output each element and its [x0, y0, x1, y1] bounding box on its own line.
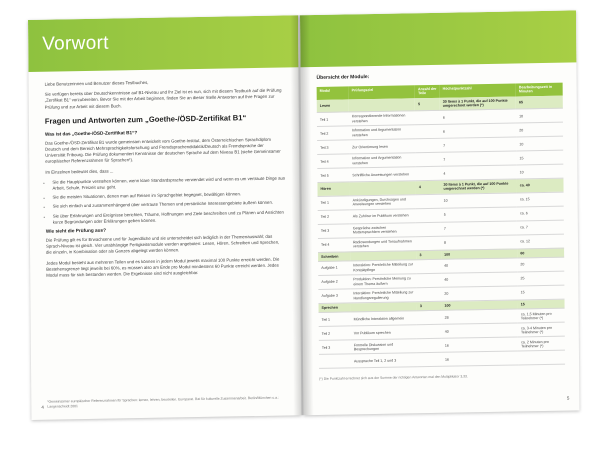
- part-time: 20: [516, 122, 563, 137]
- part-goal: Radiosendungen und Tonaufnahmen verstehen: [350, 237, 417, 252]
- question-1-lead: Im Einzelnen bedeutet dies, dass ...: [45, 168, 114, 175]
- part-goal: Ankündigungen, Durchsagen und Anweisungen verstehen: [350, 195, 417, 210]
- part-time: 15: [516, 150, 563, 165]
- module-parts: 3: [417, 301, 442, 311]
- part-label: Teil 2: [318, 210, 350, 225]
- part-goal: Information und Argumentation verstehen: [349, 153, 416, 168]
- part-time: ca. 1,5 Minuten pro Teilnehmer (*): [518, 309, 565, 324]
- part-points: 16: [442, 351, 518, 366]
- module-max-points: 100: [441, 249, 517, 260]
- column-header: Modul: [317, 86, 349, 99]
- question-heading-1: Was ist das „Goethe-/ÖSD-Zertifikat B1“?: [44, 129, 138, 137]
- footnote: ¹Gemeinsamer europäischer Referenzrahmen für Sprachen: lernen, lehren, beurteilen. Europarat. Rat für kulturelle Zusammenarbeit. Berlin/München u.a.: Langenscheidt 2001: [47, 395, 279, 409]
- part-time: 15: [518, 285, 565, 300]
- module-parts: 5: [415, 97, 440, 111]
- question-1-text: Das Goethe-/ÖSD-Zertifikat B1 wurde gemeinsam entwickelt vom Goethe-Institut, dem Österreichischen Sprachdiplom Deutsch und dem Bereich Mehrsprachigkeitsforschung und Fremdsprachendidaktik/Deutsch als Fremdsprache der Universität Fribourg. Die Prüfung dokumentiert Kenntnisse der deutschen Sprache auf dem Niveau B1 (siehe Gemeinsamer europäischer Referenzrahmen für Sprachen¹).: [45, 136, 281, 165]
- part-points: 10: [441, 193, 517, 208]
- list-item: • Sie sich einfach und zusammenhängend über vertraute Themen und persönliche Interessengebiete äußern können.: [53, 200, 286, 210]
- part-goal: Mündliche Interaktion allgemein: [351, 311, 418, 326]
- part-goal: Interaktion: Persönliche Mitteilung zur Kontaktpflege: [350, 260, 417, 275]
- part-label: Teil 2: [319, 326, 351, 341]
- part-points: 40: [442, 323, 518, 338]
- part-time: 10: [516, 136, 563, 151]
- part-time: 25: [517, 271, 564, 286]
- part-label: Teil 1: [317, 112, 349, 127]
- part-label: Aufgabe 1: [318, 261, 350, 276]
- section-heading: Fragen und Antworten zum „Goethe-/ÖSD-Zertifikat B1“: [44, 113, 247, 126]
- part-label: Aufgabe 2: [318, 275, 350, 290]
- module-max-points: 30 Items à 1 Punkt, die auf 100 Punkte umgerechnet werden (*): [440, 179, 516, 194]
- module-time: 60: [517, 248, 564, 258]
- table-row: [319, 351, 565, 369]
- part-time: ca. 12: [517, 234, 564, 249]
- part-time: ca. 7: [517, 220, 564, 235]
- part-label: Teil 4: [318, 238, 350, 253]
- left-page: [28, 15, 301, 420]
- ability-list: [45, 175, 285, 225]
- part-time: [518, 351, 565, 366]
- part-time: ca. 6: [517, 206, 564, 221]
- right-page-content: [317, 71, 566, 382]
- part-points: 4: [440, 165, 516, 180]
- book-spread: [28, 10, 580, 430]
- question-2-text-1: Die Prüfung gilt es für Erwachsene und für Jugendliche und sie unterscheidet sich lediglich in der Themenauswahl; das Sprach-Niveau ist gleich. Vier unabhängige Fertigkeitsmodule werden angeboten: Lesen, Hören, Schreiben und Sprechen, die einzeln, in Kombination oder als Ganzes abgelegt werden können.: [45, 233, 280, 256]
- empty-cell: [417, 311, 442, 325]
- empty-cell: [415, 125, 440, 139]
- header-band: [28, 15, 298, 72]
- part-goal: Schriftliche Anweisungen verstehen: [349, 167, 416, 182]
- empty-cell: [349, 98, 416, 112]
- part-points: 7: [440, 151, 516, 166]
- part-points: 20: [441, 286, 517, 301]
- part-points: 6: [440, 109, 516, 124]
- module-time: 65: [516, 95, 563, 109]
- module-parts: 4: [416, 180, 441, 194]
- empty-cell: [417, 339, 442, 353]
- part-points: 7: [440, 137, 516, 152]
- part-goal: Interaktion: Persönliche Mitteilung zur Handlungsregulierung: [350, 288, 417, 303]
- empty-cell: [415, 139, 440, 153]
- table-body: [317, 95, 565, 369]
- part-goal: Information und Argumentation verstehen: [349, 125, 416, 140]
- part-time: ca. 3-4 Minuten pro Teilnehmer (*): [518, 323, 565, 338]
- module-name: Sprechen: [319, 303, 351, 313]
- part-goal: Formelle Diskussion und Besprechungen: [351, 339, 418, 354]
- empty-cell: [416, 194, 441, 208]
- empty-cell: [349, 181, 416, 196]
- part-time: 10: [516, 108, 563, 123]
- empty-cell: [416, 166, 441, 180]
- module-max-points: 100: [441, 300, 517, 311]
- page-number-left: 4: [41, 404, 44, 410]
- empty-cell: [416, 236, 441, 250]
- part-goal: Als Zuhörer im Publikum verstehen: [350, 209, 417, 224]
- module-name: Schreiben: [318, 252, 350, 262]
- column-header: Anzahl der Teile: [415, 85, 440, 98]
- part-label: Teil 1: [318, 196, 350, 211]
- part-points: 8: [441, 235, 517, 250]
- part-label: Teil 5: [317, 168, 349, 183]
- right-page: [300, 10, 579, 415]
- empty-cell: [415, 111, 440, 125]
- empty-cell: [416, 152, 441, 166]
- empty-cell: [417, 273, 442, 287]
- module-name: Hören: [317, 182, 349, 196]
- empty-cell: [416, 222, 441, 236]
- intro-paragraph: Sie verfügen bereits über Deutschkenntnisse auf B1-Niveau und Ihr Ziel ist es nun, sich mit diesem Testbuch auf die Prüfung „Zertifikat B1“ vorzubereiten. Bevor Sie mit der Arbeit beginnen, finden Sie an dieser Stelle Antworten auf Ihre Fragen zur Prüfung und zur Arbeit mit diesem Buch.: [44, 87, 282, 110]
- part-points: 16: [442, 337, 518, 352]
- empty-cell: [417, 325, 442, 339]
- module-name: Lesen: [317, 99, 349, 113]
- part-label: Teil 3: [318, 224, 350, 239]
- part-time: 10: [517, 164, 564, 179]
- part-goal: Gespräche zwischen Muttersprachlern verstehen: [350, 223, 417, 238]
- part-goal: Vor Publikum sprechen: [351, 325, 418, 340]
- part-label: Teil 4: [317, 154, 349, 169]
- part-goal: Aussprache Teil 1, 2 und 3: [351, 353, 418, 368]
- column-header: Bearbeitungszeit in Minuten: [516, 83, 563, 96]
- greeting: Liebe Benutzerinnen und Benutzer dieses Testbuches,: [44, 79, 149, 87]
- part-points: 40: [441, 272, 517, 287]
- modules-table: [317, 83, 565, 370]
- column-header: Prüfungsziel: [349, 85, 416, 99]
- part-points: 6: [440, 123, 516, 138]
- empty-cell: [417, 287, 442, 301]
- part-points: 28: [442, 309, 518, 324]
- empty-cell: [417, 259, 442, 273]
- module-time: ca. 40: [517, 178, 564, 192]
- part-goal: Produktion: Persönliche Meinung zu einem Thema äußern: [350, 274, 417, 289]
- part-points: 7: [441, 221, 517, 236]
- module-parts: 3: [416, 250, 441, 260]
- part-time: ca. 15: [517, 192, 564, 207]
- page-title: Vorwort: [42, 32, 109, 55]
- table-note: (*) Die Punktzahl errechnet sich aus der Summe der richtigen Antworten mal den Multiplikator 3,33.: [319, 374, 468, 382]
- left-page-text: [44, 78, 287, 409]
- page-number-right: 5: [566, 395, 570, 401]
- module-max-points: 30 Items à 1 Punkt, die auf 100 Punkte umgerechnet werden (*): [440, 96, 516, 110]
- part-label: Teil 2: [317, 126, 349, 141]
- question-2-text-2: Jedes Modul besteht aus mehreren Teilen und es können in jedem Modul jeweils maximal 100 Punkte erreicht werden. Die Bestehensgrenze liegt jeweils bei 60%, es müssen also am Ende pro Modul mindestens 60 Punkte erreicht werden. Jedes Modul muss für sich bestanden werden. Die Ergebnisse sind nicht ausgleichbar.: [46, 256, 280, 278]
- empty-cell: [417, 353, 442, 367]
- part-label: [319, 354, 351, 369]
- part-time: 20: [517, 257, 564, 272]
- question-heading-2: Wie sieht die Prüfung aus?: [45, 227, 106, 234]
- part-label: Teil 1: [319, 312, 351, 327]
- part-goal: Korrespondierende Informationen verstehen: [349, 111, 416, 126]
- header-band-right: [300, 10, 576, 67]
- list-item: • Sie über Erfahrungen und Ereignisse berichten, Träume, Hoffnungen und Ziele beschreiben und zu Plänen und Ansichten kurze Begründungen oder Erklärungen geben können.: [53, 209, 286, 225]
- module-time: 15: [518, 299, 565, 309]
- empty-cell: [416, 208, 441, 222]
- list-item: • Sie die Hauptpunkte verstehen können, wenn klare Standardsprache verwendet wird und wenn es um vertraute Dinge aus Arbeit, Schule, Freizeit usw. geht.: [52, 175, 285, 191]
- column-header: Höchstpunktzahl: [440, 83, 516, 97]
- part-points: 40: [441, 258, 517, 273]
- part-time: ca. 2 Minuten pro Teilnehmer (*): [518, 337, 565, 352]
- list-item: • Sie die meisten Situationen, denen man auf Reisen im Sprachgebiet begegnet, bewältigen können.: [53, 191, 286, 201]
- part-points: 5: [441, 207, 517, 222]
- table-title: Übersicht der Module:: [316, 74, 370, 81]
- part-label: Teil 3: [319, 340, 351, 355]
- part-goal: Zur Orientierung lesen: [349, 139, 416, 154]
- part-label: Aufgabe 3: [318, 289, 350, 304]
- part-label: Teil 3: [317, 140, 349, 155]
